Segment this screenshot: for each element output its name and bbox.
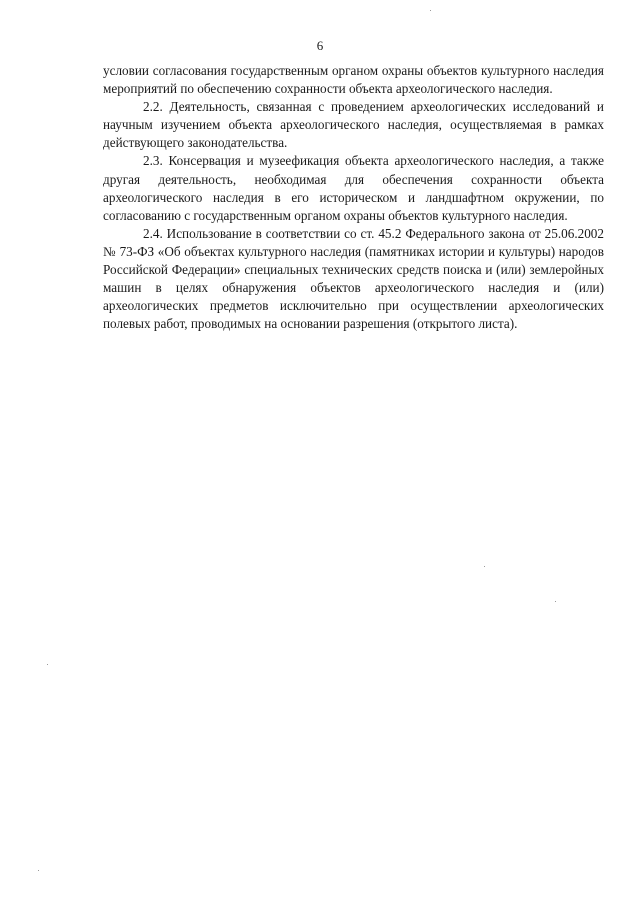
scan-speck <box>430 10 431 11</box>
scan-speck <box>47 664 48 665</box>
scan-speck <box>38 870 39 871</box>
scan-speck <box>484 566 485 567</box>
scan-speck <box>555 601 556 602</box>
paragraph-2-2: 2.2. Деятельность, связанная с проведением археологических исследований и научным изучением объекта археологического наследия, осуществляемая в рамках действующего законодательства. <box>103 99 604 151</box>
page-number: 6 <box>316 38 324 53</box>
paragraph-2-3: 2.3. Консервация и музеефикация объекта археологического наследия, а также другая деятельность, необходимая для обеспечения сохранности объекта археологического наследия в его историческом и ландшафтном окружении, по согласованию с государственным органом охраны объектов культурного наследия. <box>103 153 604 223</box>
paragraph-continuation: условии согласования государственным органом охраны объектов культурного наследия мероприятий по обеспечению сохранности объекта археологического наследия. <box>103 63 604 97</box>
document-body <box>103 62 604 333</box>
paragraph-2-4: 2.4. Использование в соответствии со ст. 45.2 Федерального закона от 25.06.2002 № 73-ФЗ «Об объектах культурного наследия (памятниках истории и культуры) народов Российской Федерации» специальных технических средств поиска и (или) землеройных машин в целях обнаружения объектов археологического наследия и (или) археологических предметов исключительно при осуществлении археологических полевых работ, проводимых на основании разрешения (открытого листа). <box>103 225 604 332</box>
